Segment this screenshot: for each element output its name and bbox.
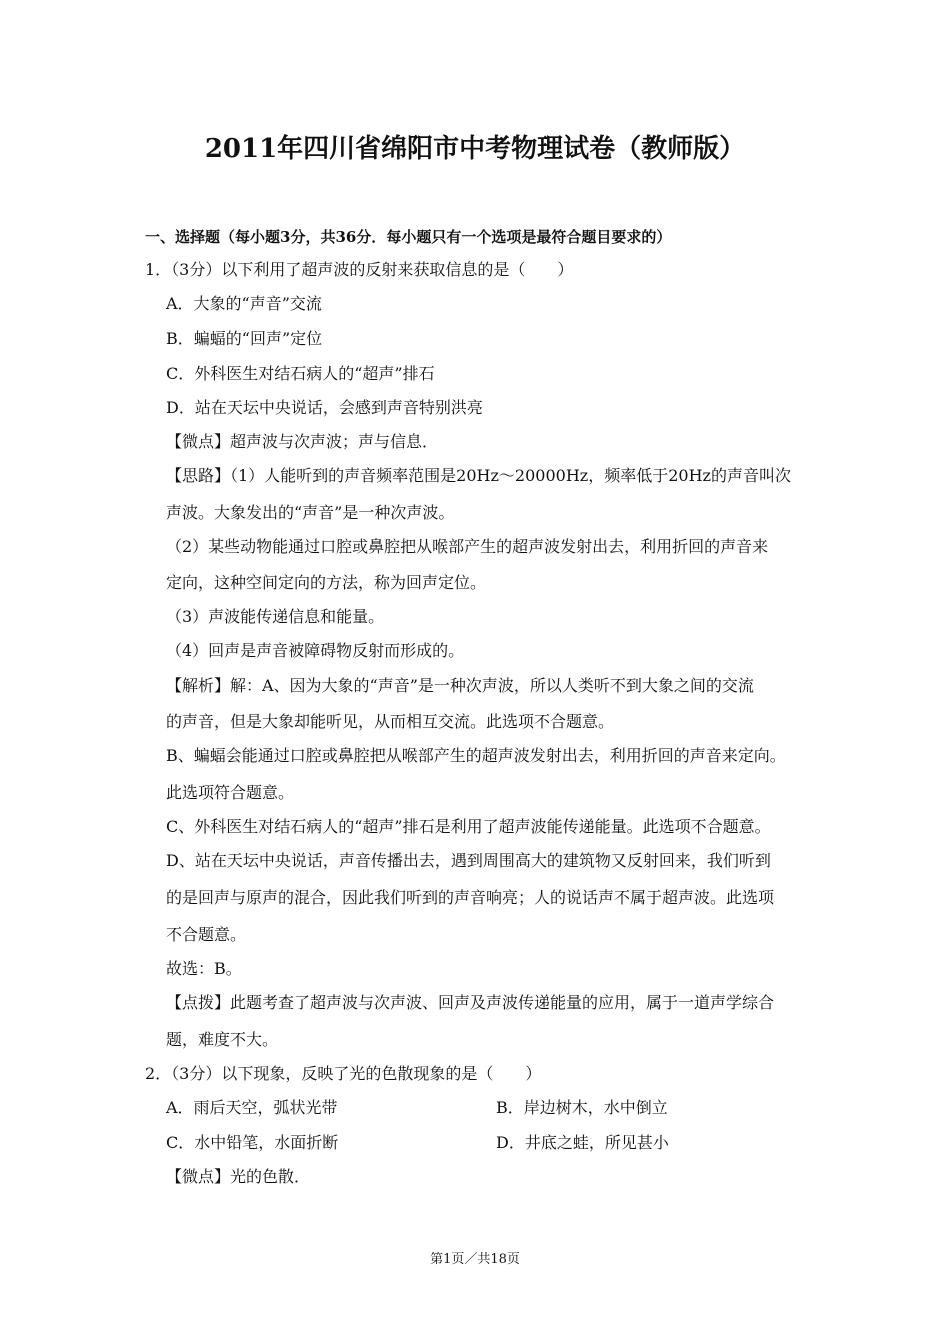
q2-option-a: A．雨后天空，弧状光带: [166, 1098, 338, 1117]
q1-jiexi-line: 不合题意。: [166, 925, 247, 944]
q1-jiexi-line: 故选：B。: [166, 959, 242, 978]
q1-silu-line: （3）声波能传递信息和能量。: [166, 607, 385, 626]
q2-option-b: B．岸边树木，水中倒立: [496, 1098, 668, 1117]
q2-option-d: D．井底之蛙，所见甚小: [496, 1133, 669, 1152]
q2-stem: 2．（3分）以下现象，反映了光的色散现象的是（ ）: [145, 1064, 542, 1083]
q1-jiexi-line: 此选项符合题意。: [166, 783, 295, 802]
q1-option-b: B．蝙蝠的“回声”定位: [166, 329, 323, 348]
q1-silu-line: 【思路】（1）人能听到的声音频率范围是20Hz～20000Hz，频率低于20Hz的声音叫次: [166, 466, 791, 485]
q1-silu-line: 定向，这种空间定向的方法，称为回声定位。: [166, 573, 487, 592]
q1-silu-line: （2）某些动物能通过口腔或鼻腔把从喉部产生的超声波发射出去，利用折回的声音来: [166, 537, 769, 556]
q2-option-c: C．水中铅笔，水面折断: [166, 1133, 339, 1152]
q1-stem: 1．（3分）以下利用了超声波的反射来获取信息的是（ ）: [145, 260, 574, 279]
q1-silu-line: （4）回声是声音被障碍物反射而形成的。: [166, 641, 465, 660]
q1-dianbo-line: 题，难度不大。: [166, 1030, 279, 1049]
page-footer: 第1页／共18页: [430, 1252, 520, 1267]
page-title: 2011年四川省绵阳市中考物理试卷（教师版）: [204, 134, 746, 164]
q1-option-a: A．大象的“声音”交流: [166, 294, 322, 313]
q1-jiexi-line: 【解析】解：A、因为大象的“声音”是一种次声波，所以人类听不到大象之间的交流: [166, 676, 754, 695]
q1-silu-line: 声波。大象发出的“声音”是一种次声波。: [166, 503, 455, 522]
q1-jiexi-line: 的是回声与原声的混合，因此我们听到的声音响亮；人的说话声不属于超声波。此选项: [166, 888, 775, 907]
q2-weidian: 【微点】光的色散．: [166, 1167, 311, 1186]
q1-weidian: 【微点】超声波与次声波；声与信息．: [166, 432, 439, 451]
q1-jiexi-line: B、蝙蝠会能通过口腔或鼻腔把从喉部产生的超声波发射出去，利用折回的声音来定向。: [166, 746, 786, 765]
q1-option-d: D．站在天坛中央说话，会感到声音特别洪亮: [166, 398, 483, 417]
q1-option-c: C．外科医生对结石病人的“超声”排石: [166, 364, 435, 383]
q1-dianbo-line: 【点拨】此题考查了超声波与次声波、回声及声波传递能量的应用，属于一道声学综合: [166, 993, 775, 1012]
section-heading: 一、选择题（每小题3分，共36分．每小题只有一个选项是最符合题目要求的）: [145, 228, 672, 246]
q1-jiexi-line: C、外科医生对结石病人的“超声”排石是利用了超声波能传递能量。此选项不合题意。: [166, 817, 771, 836]
q1-jiexi-line: 的声音，但是大象却能听见，从而相互交流。此选项不合题意。: [166, 712, 615, 731]
q1-jiexi-line: D、站在天坛中央说话，声音传播出去，遇到周围高大的建筑物又反射回来，我们听到: [166, 851, 771, 870]
